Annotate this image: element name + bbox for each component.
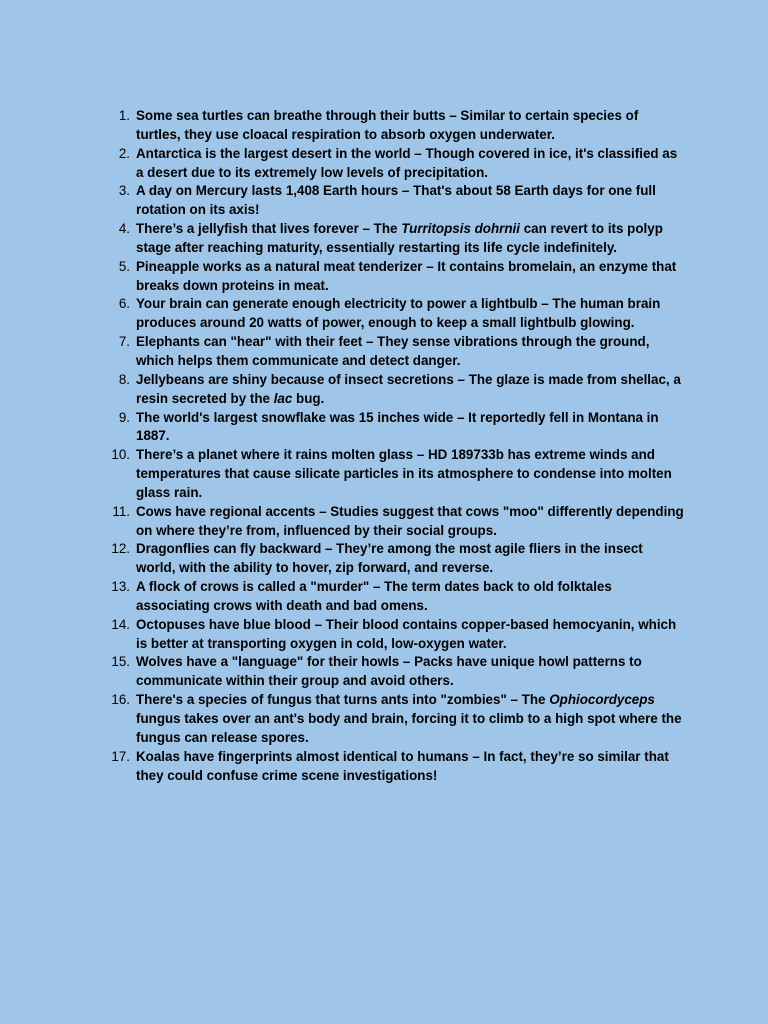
fact-text-part: Some sea turtles can breathe through their butts – Similar to certain species of turtles, they use cloacal respiration to absorb oxygen underwater. [136, 108, 639, 142]
fact-item [118, 371, 684, 409]
fact-text-part: Jellybeans are shiny because of insect secretions – The glaze is made from shellac, a resin secreted by the [136, 371, 681, 406]
fact-number: 10. [111, 447, 130, 463]
fact-item [118, 258, 684, 296]
fact-number: 17. [111, 748, 130, 764]
fact-text-part: There’s a jellyfish that lives forever – The [136, 221, 402, 237]
fact-item [111, 540, 684, 578]
fact-text [136, 692, 682, 745]
fact-number: 7. [118, 334, 130, 350]
fact-item [111, 653, 684, 691]
fact-text [136, 146, 677, 180]
fact-text [136, 654, 642, 688]
fact-number: 14. [111, 616, 130, 632]
fact-item [118, 220, 684, 258]
fact-item [111, 748, 684, 786]
fact-text [136, 108, 638, 142]
fact-text [136, 579, 612, 613]
fact-item [118, 333, 684, 371]
fact-text-part: There's a species of fungus that turns ants into "zombies" – The [136, 692, 550, 708]
fact-text-part: There’s a planet where it rains molten glass – HD 189733b has extreme winds and temperatures that cause silicate particles in its atmosphere to condense into molten glass rain. [136, 447, 672, 500]
fact-text [136, 541, 643, 575]
fact-text [136, 447, 672, 500]
fact-text-part: Octopuses have blue blood – Their blood contains copper-based hemocyanin, which is better at transporting oxygen in cold, low-oxygen water. [136, 616, 677, 651]
fact-text-part: Elephants can "hear" with their feet – They sense vibrations through the ground, which helps them communicate and detect danger. [136, 334, 650, 368]
fact-number: 3. [118, 183, 130, 199]
fact-text [136, 296, 660, 330]
fact-text-part: bug. [292, 390, 325, 406]
fact-text-part: Your brain can generate enough electricity to power a lightbulb – The human brain produces around 20 watts of power, enough to keep a small lightbulb glowing. [136, 296, 661, 331]
fact-text-part: A flock of crows is called a "murder" – The term dates back to old folktales associating crows with death and bad omens. [136, 579, 612, 613]
fact-text-part: Pineapple works as a natural meat tenderizer – It contains bromelain, an enzyme that breaks down proteins in meat. [136, 258, 677, 293]
fact-text [136, 372, 681, 406]
fact-number: 16. [111, 692, 130, 708]
fact-item [112, 503, 684, 541]
fact-text-italic-part: Turritopsis dohrnii [401, 221, 520, 237]
fact-number: 11. [112, 503, 130, 519]
fact-text-italic-part: Ophiocordyceps [549, 692, 655, 708]
fact-text [136, 259, 676, 293]
fact-text [136, 410, 659, 444]
fact-number: 13. [111, 579, 130, 595]
fact-text-part: Antarctica is the largest desert in the world – Though covered in ice, it's classified as a desert due to its extremely low levels of precipitation. [136, 145, 678, 180]
fact-text-part: Wolves have a "language" for their howls – Packs have unique howl patterns to communicate within their group and avoid others. [136, 654, 642, 689]
fact-number: 2. [118, 145, 130, 161]
fact-number: 5. [118, 258, 130, 274]
fact-item [118, 295, 684, 333]
fact-text-italic-part: lac [273, 390, 293, 406]
fact-text-part: Dragonflies can fly backward – They’re among the most agile fliers in the insect world, with the ability to hover, zip forward, and reverse. [136, 541, 643, 576]
fact-text-part: Koalas have fingerprints almost identical to humans – In fact, they’re so similar that they could confuse crime scene investigations! [136, 748, 669, 783]
fact-text-part: The world's largest snowflake was 15 inches wide – It reportedly fell in Montana in 1887. [136, 409, 659, 444]
fact-number: 15. [111, 654, 130, 670]
facts-list [111, 107, 684, 785]
fact-text [136, 334, 649, 368]
fact-number: 8. [118, 371, 130, 387]
fact-text [136, 221, 663, 255]
fact-number: 1. [118, 108, 130, 123]
fact-item [118, 409, 684, 447]
fact-item [111, 578, 684, 616]
fact-item [111, 616, 684, 654]
fact-item [118, 182, 684, 220]
fact-number: 6. [118, 296, 130, 312]
fact-item [111, 691, 684, 748]
fact-item [118, 145, 684, 183]
fact-item [118, 107, 684, 145]
fact-item [111, 446, 684, 503]
fact-text [136, 617, 676, 651]
fact-text-part: A day on Mercury lasts 1,408 Earth hours – That's about 58 Earth days for one full rotation on its axis! [136, 183, 656, 218]
fact-number: 12. [111, 541, 130, 557]
fact-text-part: can revert to its polyp stage after reaching maturity, essentially restarting its life cycle indefinitely. [136, 221, 663, 255]
fact-text-part: fungus takes over an ant's body and brain, forcing it to climb to a high spot where the fungus can release spores. [136, 711, 682, 745]
fact-text [136, 504, 684, 538]
fact-text [136, 183, 656, 217]
fact-number: 4. [118, 221, 130, 237]
fact-text [136, 749, 669, 783]
fact-text-part: Cows have regional accents – Studies suggest that cows "moo" differently depending on where they’re from, influenced by their social groups. [136, 503, 684, 538]
fact-number: 9. [118, 409, 130, 425]
